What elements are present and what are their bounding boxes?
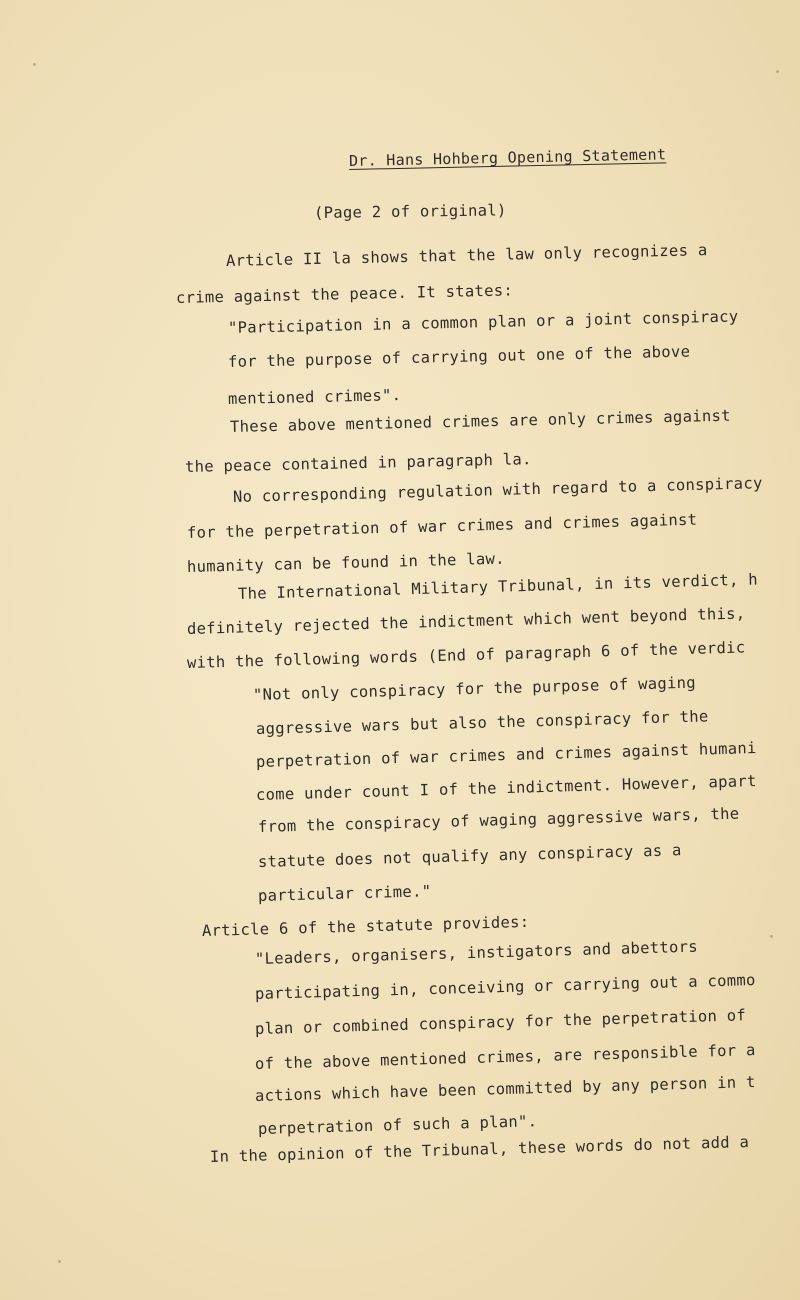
text-line: from the conspiracy of waging aggressive wars, the [257, 804, 740, 836]
text-line: The International Military Tribunal, in its verdict, h [237, 570, 759, 603]
paper-speck [770, 935, 773, 938]
page-note: (Page 2 of original) [313, 201, 507, 222]
paper-speck [776, 70, 779, 73]
text-line: for the purpose of carrying out one of the above [227, 342, 691, 371]
text-line: definitely rejected the indictment which went beyond this, [186, 604, 746, 638]
text-line: perpetration of such a plan". [257, 1112, 538, 1138]
text-line: aggressive wars but also the conspiracy for the [255, 707, 709, 738]
text-line: "Participation in a common plan or a joint conspiracy [227, 307, 739, 337]
text-line: come under count I of the indictment. However, apart [255, 772, 757, 804]
text-line: Article II la shows that the law only recognizes a [225, 241, 708, 270]
text-line: particular crime." [257, 882, 432, 905]
text-line: In the opinion of the Tribunal, these words do not add a [209, 1132, 750, 1166]
paper-speck [58, 1260, 61, 1263]
text-line: actions which have been committed by any person in t [254, 1073, 756, 1105]
text-line: crime against the peace. It states: [175, 281, 514, 307]
text-line: participating in, conceiving or carrying out a commo [254, 971, 756, 1003]
text-line: the peace contained in paragraph la. [184, 450, 532, 476]
text-line: with the following words (End of paragraph 6 of the verdic [186, 638, 746, 672]
text-line: "Leaders, organisers, instigators and abettors [254, 937, 699, 968]
text-line: mentioned crimes". [227, 386, 402, 408]
text-line: perpetration of war crimes and crimes against humani [255, 739, 757, 771]
text-line: for the perpetration of war crimes and crimes against [186, 510, 698, 542]
text-line: of the above mentioned crimes, are responsible for a [254, 1041, 756, 1073]
text-line: These above mentioned crimes are only crimes against [229, 406, 731, 436]
text-line: plan or combined conspiracy for the perpetration of [254, 1006, 747, 1038]
paper-speck [33, 63, 36, 66]
text-line: "Not only conspiracy for the purpose of waging [252, 673, 697, 704]
document-title: Dr. Hans Hohberg Opening Statement [348, 145, 667, 170]
text-line: statute does not qualify any conspiracy as a [257, 841, 682, 871]
text-line: Article 6 of the statute provides: [201, 912, 530, 940]
text-line: humanity can be found in the law. [186, 549, 505, 576]
text-line: No corresponding regulation with regard to a conspiracy [232, 474, 763, 506]
